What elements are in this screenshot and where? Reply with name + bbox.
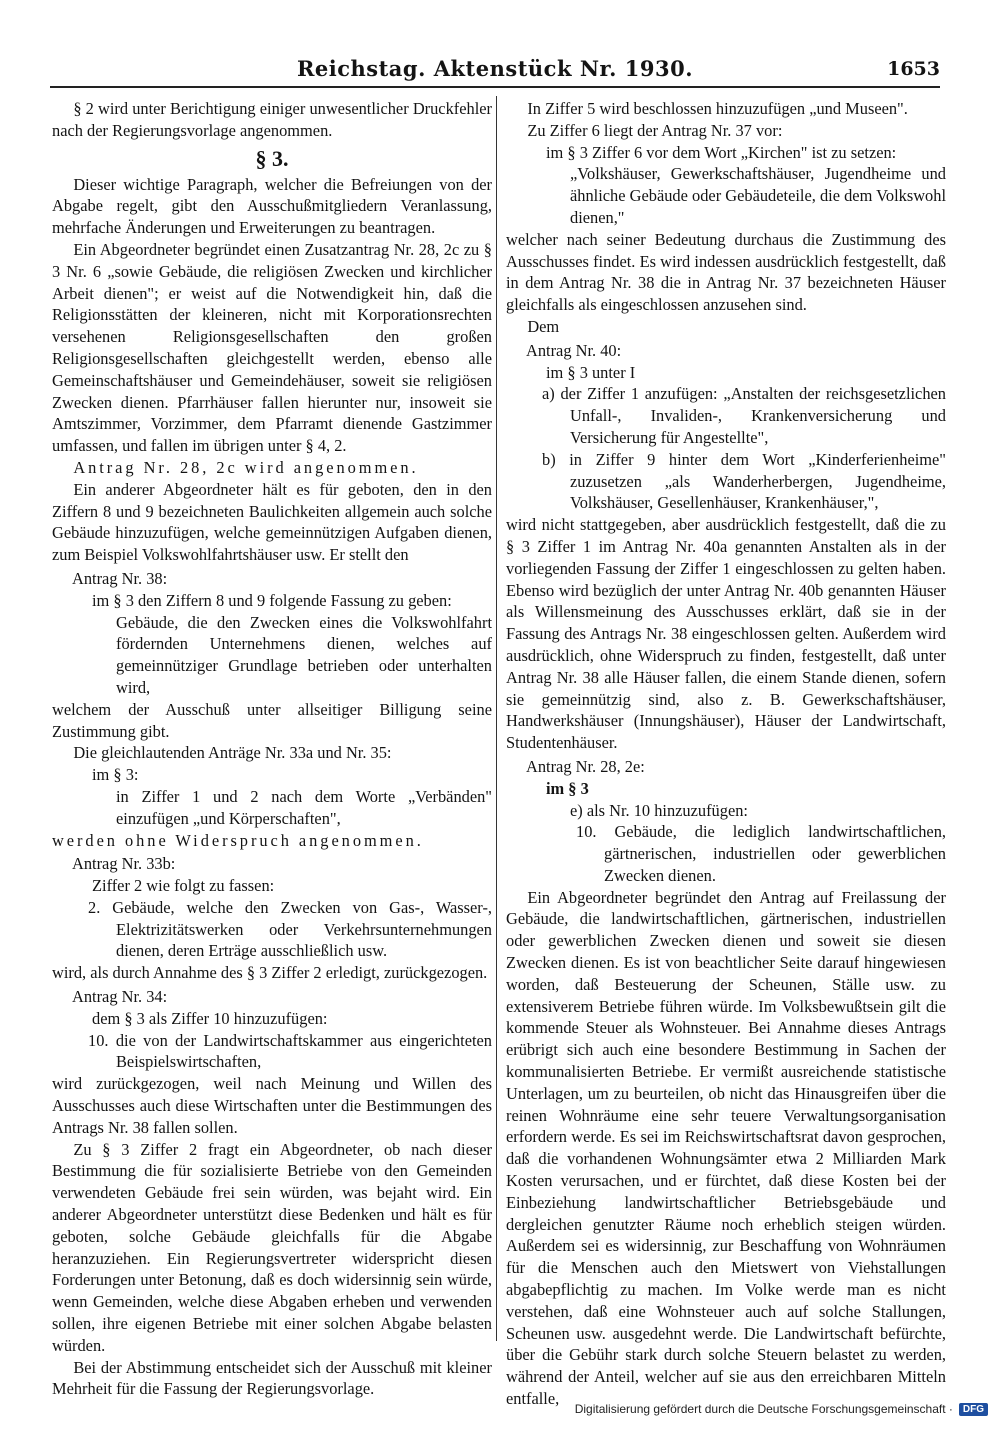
antrag-text: im § 3 unter I <box>546 362 636 382</box>
antrag-text: im § 3 <box>546 778 589 798</box>
header-rule <box>50 86 940 88</box>
antrag-text: e) als Nr. 10 hinzuzufügen: <box>570 800 748 820</box>
paragraph: welcher nach seiner Bedeutung durchaus die Zustimmung des Ausschusses findet. Es wird indessen ausdrücklich festgestellt, daß in dem Antrag Nr. 38 die in Antrag Nr. 37 bezeichneten Häuser gleichfalls als eingeschlossen anzusehen sind. <box>506 229 946 315</box>
antrag-text: im § 3: <box>92 765 139 785</box>
paragraph: welchem der Ausschuß unter allseitiger Billigung seine Zustimmung gibt. <box>52 699 492 741</box>
antrag-text: im § 3 den Ziffern 8 und 9 folgende Fassung zu geben: <box>92 590 452 610</box>
antrag-text: a) der Ziffer 1 anzufügen: „Anstalten der reichsgesetzlichen Unfall-, Invaliden-, Krankenversicherung und Versicherung für Angestellte", <box>542 384 946 447</box>
antrag-text: dem § 3 als Ziffer 10 hinzuzufügen: <box>92 1008 328 1028</box>
antrag-text: 10. die von der Landwirtschaftskammer aus eingerichteten Beispielswirtschaften, <box>88 1030 492 1072</box>
antrag-text: Ziffer 2 wie folgt zu fassen: <box>92 876 275 896</box>
antrag-text: „Volkshäuser, Gewerkschaftshäuser, Jugendheime und ähnliche Gebäude oder Gebäudeteile, die dem Volkswohl dienen," <box>570 164 946 227</box>
antrag-text: 10. Gebäude, die lediglich landwirtschaftlichen, gärtnerischen, industriellen oder gewerblichen Zwecken dienen. <box>576 822 946 885</box>
paragraph: Ein anderer Abgeordneter hält es für geboten, den in den Ziffern 8 und 9 bezeichneten Baulichkeiten allgemein auch solche Gebäude hinzuzufügen, welche gemeinnützigen Aufgaben dienen, zum Beispiel Volkswohlfahrtshäuser usw. Er stellt den <box>52 479 492 565</box>
footer <box>575 1402 988 1416</box>
paragraph: wird nicht stattgegeben, aber ausdrücklich festgestellt, daß die zu § 3 Ziffer 1 im Antrag Nr. 40a genannten Anstalten als in der vorliegenden Fassung der Ziffer 1 eingeschlossen zu gelten haben. Ebenso wird bezüglich der unter Antrag Nr. 40b genannten Häuser als Willensmeinung des Ausschusses erklärt, daß sie in der Fassung des Antrags Nr. 38 eingeschlossen gelten. Außerdem wird ausdrücklich, ohne Widerspruch zu finden, festgestellt, daß unter Antrag Nr. 38 alle Häuser fallen, die einem Stande dienen, sofern sie gemeinnützig sind, also z. B. Gewerkschaftshäuser, Handwerkshäuser (Innungshäuser), Häuser der Landwirtschaft, Studentenhäuser. <box>506 515 946 753</box>
antrag-text: im § 3 Ziffer 6 vor dem Wort „Kirchen" ist zu setzen: <box>546 142 897 162</box>
paragraph: Ein Abgeordneter begründet einen Zusatzantrag Nr. 28, 2c zu § 3 Nr. 6 „sowie Gebäude, die religiösen Zwecken und kirchlicher Arbeit dienen"; er weist auf die Notwendigkeit hin, daß die Religionsstätten der kleineren, nicht mit Korporationsrechten versehenen Religionsgesellschaften den großen Religionsgesellschaften gleichgestellt werden, ebenso alle Gemeinschaftshäuser und Gemeindehäuser, soweit sie religiösen Zwecken dienen. Pfarrhäuser fallen hierunter nur, insoweit sie Amtszimmer, Vorzimmer, dem Pfarramt dienende Gastzimmer umfassen, und fallen im übrigen unter § 4, 2. <box>52 239 492 456</box>
right-column <box>506 98 946 1410</box>
antrag-text: Gebäude, die den Zwecken eines die Volkswohlfahrt fördernden Unternehmens dienen, welches auf gemeinnütziger Grundlage betrieben oder unterhalten wird, <box>116 612 492 697</box>
page-header <box>50 52 940 86</box>
column-divider <box>496 96 497 1341</box>
paragraph: Dem <box>527 316 560 336</box>
paragraph: In Ziffer 5 wird beschlossen hinzuzufügen „und Museen". <box>527 99 908 118</box>
paragraph: Zu Ziffer 6 liegt der Antrag Nr. 37 vor: <box>527 120 783 140</box>
antrag-heading: Antrag Nr. 28, 2e: <box>526 756 645 776</box>
paragraph: wird, als durch Annahme des § 3 Ziffer 2 erledigt, zurückgezogen. <box>52 963 488 983</box>
paragraph: Zu § 3 Ziffer 2 fragt ein Abgeordneter, ob nach dieser Bestimmung die für sozialisierte Betriebe von den Gemeinden verwendeten Gebäude frei sein würden, was bejaht wird. Ein anderer Abgeordneter unterstützt diese Bedenken und hält es für geboten, solche Gebäude gleichfalls für die Abgabe heranzuziehen. Ein Regierungsvertreter widerspricht diesen Forderungen unter Betonung, daß es doch widersinnig sein würde, wenn Gemeinden, welche diese Abgaben erheben und verwenden sollen, ihre eigenen Betriebe mit einer solchen Abgabe belasten würden. <box>52 1139 492 1355</box>
paragraph: Dieser wichtige Paragraph, welcher die Befreiungen von der Abgabe regelt, gibt den Ausschußmitgliedern Veranlassung, mehrfache Änderungen und Erweiterungen zu beantragen. <box>52 174 492 238</box>
header-title: Reichstag. Aktenstück Nr. 1930. <box>296 56 694 81</box>
antrag-heading: Antrag Nr. 38: <box>72 568 168 588</box>
page-number: 1653 <box>887 58 940 80</box>
paragraph: wird zurückgezogen, weil nach Meinung und Willen des Ausschusses auch diese Wirtschaften unter die Bestimmungen des Antrags Nr. 38 fallen sollen. <box>52 1074 492 1137</box>
antrag-heading: Antrag Nr. 33b: <box>72 854 176 874</box>
antrag-text: 2. Gebäude, welche den Zwecken von Gas-, Wasser-, Elektrizitätswerken oder Verkehrsunternehmungen dienen, deren Erträge ausschließlich usw. <box>88 897 492 961</box>
paragraph: § 2 wird unter Berichtigung einiger unwesentlicher Druckfehler nach der Regierungsvorlage angenommen. <box>52 99 492 140</box>
antrag-text: b) in Ziffer 9 hinter dem Wort „Kinderferienheime" zuzusetzen „als Wanderherbergen, Jugendheime, Volkshäuser, Gesellenhäuser, Krankenhäuser,", <box>542 449 946 513</box>
paragraph: Bei der Abstimmung entscheidet sich der Ausschuß mit kleiner Mehrheit für die Fassung der Regierungsvorlage. <box>52 1357 492 1399</box>
antrag-heading: Antrag Nr. 40: <box>526 340 622 360</box>
paragraph: Ein Abgeordneter begründet den Antrag auf Freilassung der Gebäude, die landwirtschaftlichen, gärtnerischen, industriellen oder gewerblichen Zwecken dienen und soweit sie diesen Zwecken dienen. Es ist von beachtlicher Seite darauf hingewiesen worden, daß Besteuerung der Scheunen, Ställe usw. zu extensiverem Betriebe führen würde. Im Volksbewußtsein gilt die kommende Steuer als Wohnsteuer. Bei Annahme dieses Antrags erübrigt sich auch eine besondere Bestimmung in Sachen der kommunalisierten Betriebe. Er vermißt ausreichende statistische Unterlagen, um zu beurteilen, ob nicht das Hinausgreifen über die reinen Wohnräume eine sehr teuere Verwaltungsorganisation erfordern werde. Es sei im Reichswirtschaftsrat davon gesprochen, daß die vorhandenen Wohnungsämter etwa 2 Milliarden Mark Kosten verursachen, und er fürchtet, daß diese Kosten bei der Einbeziehung landwirtschaftlicher Betriebsgebäude und dergleichen genutzter Räume noch erheblich steigen würden. Außerdem sei es widersinnig, zur Beschaffung von Wohnräumen für die Menschen auch den Mietswert von Viehstallungen abgabepflichtig zu machen. Im Volke werde man es nicht verstehen, daß eine Wohnsteuer auch auf solche Stallungen, Scheunen usw. ausgedehnt werde. Die Landwirtschaft befürchte, über die Gebühr stark durch solche Steuern belastet zu werden, während der Anteil, welcher auf sie aus den erreichbaren Mitteln entfalle, <box>506 887 946 1409</box>
dfg-logo: DFG <box>959 1403 988 1416</box>
section-heading: § 3. <box>255 145 289 171</box>
left-column <box>52 98 492 1400</box>
paragraph: Antrag Nr. 28, 2c wird angenommen. <box>73 457 419 477</box>
footer-text: Digitalisierung gefördert durch die Deutsche Forschungsgemeinschaft · <box>574 1402 953 1416</box>
antrag-heading: Antrag Nr. 34: <box>72 987 168 1007</box>
paragraph: werden ohne Widerspruch angenommen. <box>52 830 424 850</box>
paragraph: Die gleichlautenden Anträge Nr. 33a und Nr. 35: <box>73 743 392 763</box>
antrag-text: in Ziffer 1 und 2 nach dem Worte „Verbänden" einzufügen „und Körperschaften", <box>116 786 492 828</box>
